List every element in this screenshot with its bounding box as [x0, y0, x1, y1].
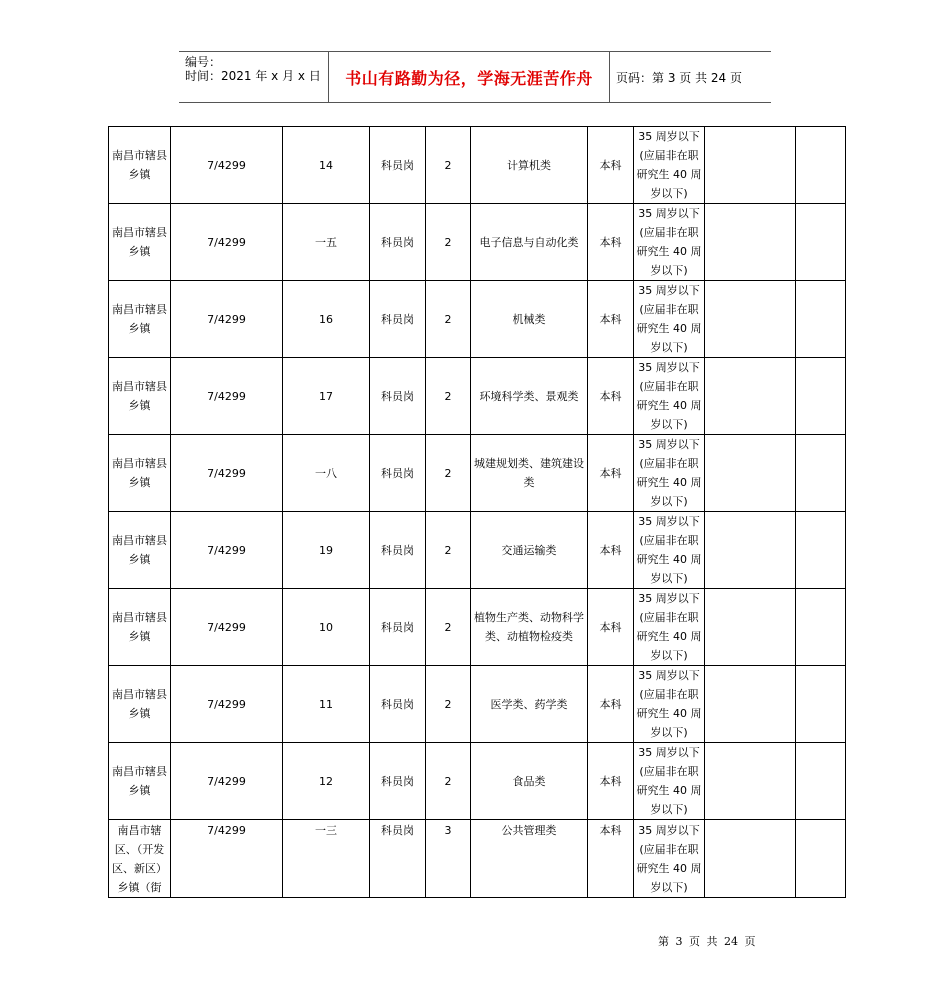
jobs-table-body — [109, 127, 846, 898]
count-cell: 2 — [426, 127, 471, 204]
count-cell: 2 — [426, 589, 471, 666]
requirement-cell: 35 周岁以下(应届非在职研究生 40 周岁以下) — [634, 512, 705, 589]
page-label: 页码：第 3 页 共 24 页 — [616, 70, 742, 85]
unit-cell: 南昌市辖县乡镇 — [109, 281, 171, 358]
table-row — [109, 820, 846, 898]
extra-cell-1 — [705, 281, 796, 358]
position-name-cell: 科员岗 — [370, 435, 426, 512]
table-row — [109, 589, 846, 666]
requirement-cell: 35 周岁以下(应届非在职研究生 40 周岁以下) — [634, 820, 705, 898]
requirement-cell: 35 周岁以下(应届非在职研究生 40 周岁以下) — [634, 127, 705, 204]
extra-cell-1 — [705, 512, 796, 589]
code-cell: 7/4299 — [171, 743, 283, 820]
extra-cell-2 — [796, 127, 846, 204]
education-cell: 本科 — [588, 281, 634, 358]
major-cell: 食品类 — [471, 743, 588, 820]
major-cell: 植物生产类、动物科学类、动植物检疫类 — [471, 589, 588, 666]
education-cell: 本科 — [588, 820, 634, 898]
code-cell: 7/4299 — [171, 281, 283, 358]
education-cell: 本科 — [588, 127, 634, 204]
education-cell: 本科 — [588, 204, 634, 281]
code-cell: 7/4299 — [171, 435, 283, 512]
major-cell: 医学类、药学类 — [471, 666, 588, 743]
extra-cell-1 — [705, 820, 796, 898]
count-cell: 2 — [426, 358, 471, 435]
extra-cell-1 — [705, 666, 796, 743]
extra-cell-1 — [705, 743, 796, 820]
count-cell: 2 — [426, 281, 471, 358]
extra-cell-1 — [705, 435, 796, 512]
extra-cell-1 — [705, 204, 796, 281]
position-name-cell: 科员岗 — [370, 358, 426, 435]
position-number-cell: 10 — [283, 589, 370, 666]
unit-cell: 南昌市辖县乡镇 — [109, 435, 171, 512]
unit-cell: 南昌市辖县乡镇 — [109, 127, 171, 204]
major-cell: 电子信息与自动化类 — [471, 204, 588, 281]
table-row — [109, 204, 846, 281]
major-cell: 公共管理类 — [471, 820, 588, 898]
time-label: 时间：2021 年 x 月 x 日 — [185, 69, 321, 83]
major-cell: 机械类 — [471, 281, 588, 358]
header-motto — [329, 52, 610, 102]
code-cell: 7/4299 — [171, 512, 283, 589]
code-cell: 7/4299 — [171, 820, 283, 898]
extra-cell-1 — [705, 127, 796, 204]
number-label: 编号： — [185, 55, 222, 69]
count-cell: 3 — [426, 820, 471, 898]
education-cell: 本科 — [588, 589, 634, 666]
header-page-info — [610, 52, 771, 102]
requirement-cell: 35 周岁以下(应届非在职研究生 40 周岁以下) — [634, 666, 705, 743]
position-name-cell: 科员岗 — [370, 204, 426, 281]
extra-cell-2 — [796, 589, 846, 666]
count-cell: 2 — [426, 666, 471, 743]
extra-cell-2 — [796, 512, 846, 589]
table-row — [109, 127, 846, 204]
extra-cell-2 — [796, 358, 846, 435]
position-number-cell: 一五 — [283, 204, 370, 281]
position-name-cell: 科员岗 — [370, 743, 426, 820]
position-number-cell: 一八 — [283, 435, 370, 512]
code-cell: 7/4299 — [171, 666, 283, 743]
table-row — [109, 281, 846, 358]
extra-cell-2 — [796, 743, 846, 820]
extra-cell-1 — [705, 358, 796, 435]
position-number-cell: 14 — [283, 127, 370, 204]
extra-cell-2 — [796, 820, 846, 898]
requirement-cell: 35 周岁以下(应届非在职研究生 40 周岁以下) — [634, 589, 705, 666]
count-cell: 2 — [426, 204, 471, 281]
position-number-cell: 11 — [283, 666, 370, 743]
motto-text: 书山有路勤为径，学海无涯苦作舟 — [345, 68, 593, 88]
position-name-cell: 科员岗 — [370, 820, 426, 898]
extra-cell-1 — [705, 589, 796, 666]
code-cell: 7/4299 — [171, 358, 283, 435]
position-number-cell: 一三 — [283, 820, 370, 898]
requirement-cell: 35 周岁以下(应届非在职研究生 40 周岁以下) — [634, 204, 705, 281]
position-name-cell: 科员岗 — [370, 512, 426, 589]
page-header — [179, 51, 771, 103]
unit-cell: 南昌市辖县乡镇 — [109, 204, 171, 281]
unit-cell: 南昌市辖县乡镇 — [109, 743, 171, 820]
unit-cell: 南昌市辖县乡镇 — [109, 512, 171, 589]
table-row — [109, 743, 846, 820]
position-name-cell: 科员岗 — [370, 127, 426, 204]
table-row — [109, 512, 846, 589]
position-number-cell: 16 — [283, 281, 370, 358]
header-meta — [179, 52, 329, 102]
education-cell: 本科 — [588, 512, 634, 589]
position-name-cell: 科员岗 — [370, 589, 426, 666]
unit-cell: 南昌市辖县乡镇 — [109, 666, 171, 743]
jobs-table — [108, 126, 846, 898]
count-cell: 2 — [426, 435, 471, 512]
major-cell: 交通运输类 — [471, 512, 588, 589]
count-cell: 2 — [426, 743, 471, 820]
unit-cell: 南昌市辖区、（开发区、新区）乡镇（街 — [109, 820, 171, 898]
major-cell: 城建规划类、建筑建设类 — [471, 435, 588, 512]
requirement-cell: 35 周岁以下(应届非在职研究生 40 周岁以下) — [634, 358, 705, 435]
code-cell: 7/4299 — [171, 204, 283, 281]
extra-cell-2 — [796, 204, 846, 281]
extra-cell-2 — [796, 435, 846, 512]
major-cell: 环境科学类、景观类 — [471, 358, 588, 435]
page-footer: 第 3 页 共 24 页 — [658, 935, 756, 948]
extra-cell-2 — [796, 281, 846, 358]
extra-cell-2 — [796, 666, 846, 743]
table-row — [109, 435, 846, 512]
education-cell: 本科 — [588, 435, 634, 512]
education-cell: 本科 — [588, 358, 634, 435]
code-cell: 7/4299 — [171, 127, 283, 204]
major-cell: 计算机类 — [471, 127, 588, 204]
position-number-cell: 17 — [283, 358, 370, 435]
table-row — [109, 666, 846, 743]
education-cell: 本科 — [588, 666, 634, 743]
requirement-cell: 35 周岁以下(应届非在职研究生 40 周岁以下) — [634, 743, 705, 820]
unit-cell: 南昌市辖县乡镇 — [109, 589, 171, 666]
count-cell: 2 — [426, 512, 471, 589]
unit-cell: 南昌市辖县乡镇 — [109, 358, 171, 435]
code-cell: 7/4299 — [171, 589, 283, 666]
requirement-cell: 35 周岁以下(应届非在职研究生 40 周岁以下) — [634, 281, 705, 358]
table-row — [109, 358, 846, 435]
education-cell: 本科 — [588, 743, 634, 820]
position-name-cell: 科员岗 — [370, 666, 426, 743]
requirement-cell: 35 周岁以下(应届非在职研究生 40 周岁以下) — [634, 435, 705, 512]
position-number-cell: 19 — [283, 512, 370, 589]
position-number-cell: 12 — [283, 743, 370, 820]
position-name-cell: 科员岗 — [370, 281, 426, 358]
